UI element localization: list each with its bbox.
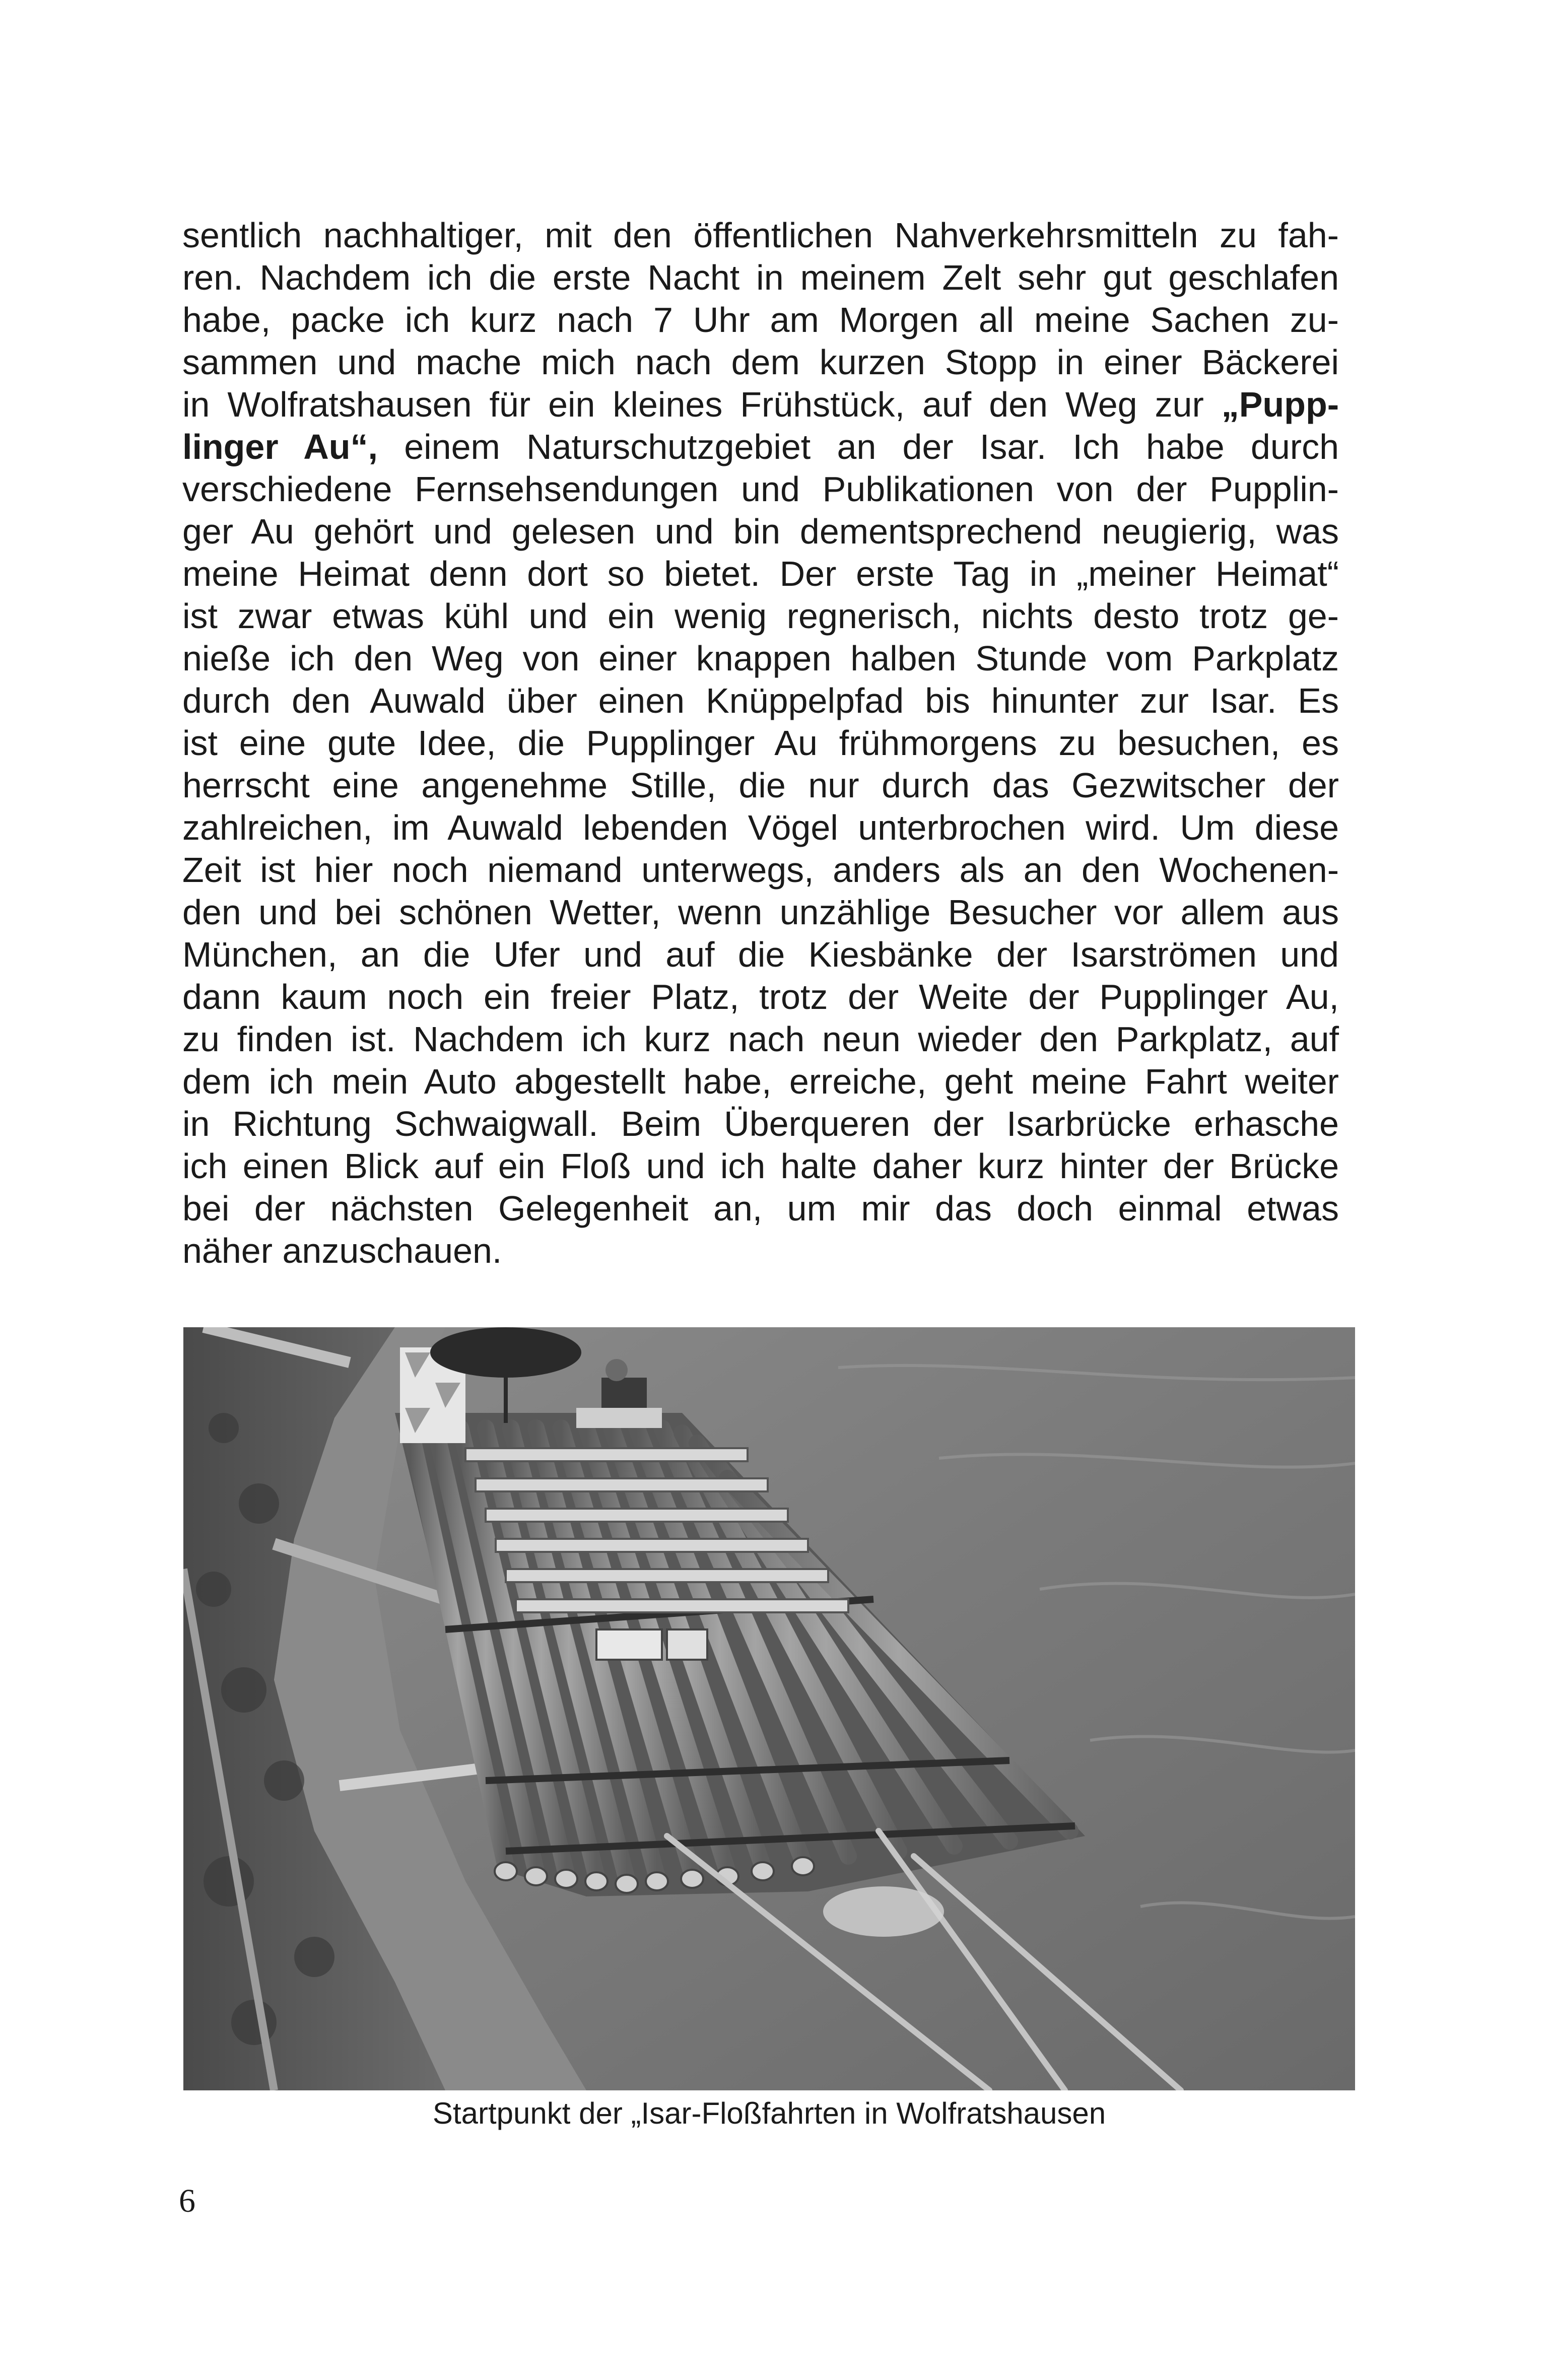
- page-number: 6: [179, 2183, 195, 2219]
- place-name-bold: linger Au“,: [182, 427, 378, 466]
- text-line: ist zwar etwas kühl und ein wenig regnerisch, nichts desto trotz ge-: [182, 596, 1339, 636]
- text-line: näher anzuschauen.: [182, 1231, 502, 1270]
- text-segment: einem Naturschutzgebiet an der Isar. Ich habe durch: [404, 427, 1339, 466]
- text-line: meine Heimat denn dort so bietet. Der erste Tag in „meiner Heimat“: [182, 554, 1339, 593]
- text-line: den und bei schönen Wetter, wenn unzählige Besucher vor allem aus: [182, 893, 1339, 932]
- text-line: zu finden ist. Nachdem ich kurz nach neun wieder den Parkplatz, auf: [182, 1019, 1339, 1059]
- text-line: durch den Auwald über einen Knüppelpfad bis hinunter zur Isar. Es: [182, 681, 1339, 720]
- text-line: sentlich nachhaltiger, mit den öffentlichen Nahverkehrsmitteln zu fah-: [182, 216, 1339, 255]
- text-line: ist eine gute Idee, die Pupplinger Au frühmorgens zu besuchen, es: [182, 723, 1339, 763]
- raft-photo-illustration: [183, 1327, 1355, 2090]
- body-paragraph: [182, 214, 1339, 1272]
- text-line: ren. Nachdem ich die erste Nacht in meinem Zelt sehr gut geschlafen: [182, 258, 1339, 297]
- text-line: dann kaum noch ein freier Platz, trotz der Weite der Pupplinger Au,: [182, 977, 1339, 1016]
- text-line: nieße ich den Weg von einer knappen halben Stunde vom Parkplatz: [182, 639, 1339, 678]
- text-line: [182, 383, 1339, 426]
- text-line: ich einen Blick auf ein Floß und ich halte daher kurz hinter der Brücke: [182, 1146, 1339, 1186]
- text-line: verschiedene Fernsehsendungen und Publikationen von der Pupplin-: [182, 469, 1339, 509]
- text-segment: in Wolfratshausen für ein kleines Frühstück, auf den Weg zur: [182, 385, 1204, 424]
- place-name-bold: „Pupp-: [1221, 385, 1339, 424]
- text-line: ger Au gehört und gelesen und bin dementsprechend neugierig, was: [182, 512, 1339, 551]
- text-line: sammen und mache mich nach dem kurzen Stopp in einer Bäckerei: [182, 343, 1339, 382]
- raft-photo: [183, 1327, 1355, 2090]
- photo-caption: Startpunkt der „Isar-Floßfahrten in Wolfratshausen: [432, 2096, 1106, 2130]
- text-line: zahlreichen, im Auwald lebenden Vögel unterbrochen wird. Um diese: [182, 808, 1339, 847]
- text-line: dem ich mein Auto abgestellt habe, erreiche, geht meine Fahrt weiter: [182, 1062, 1339, 1101]
- text-line: herrscht eine angenehme Stille, die nur durch das Gezwitscher der: [182, 766, 1339, 805]
- text-line: habe, packe ich kurz nach 7 Uhr am Morgen all meine Sachen zu-: [182, 300, 1339, 339]
- text-line: Zeit ist hier noch niemand unterwegs, anders als an den Wochenen-: [182, 850, 1339, 890]
- text-line: [182, 426, 1339, 468]
- text-line: München, an die Ufer und auf die Kiesbänke der Isarströmen und: [182, 935, 1339, 974]
- text-line: bei der nächsten Gelegenheit an, um mir das doch einmal etwas: [182, 1189, 1339, 1228]
- text-line: in Richtung Schwaigwall. Beim Überqueren der Isarbrücke erhasche: [182, 1104, 1339, 1143]
